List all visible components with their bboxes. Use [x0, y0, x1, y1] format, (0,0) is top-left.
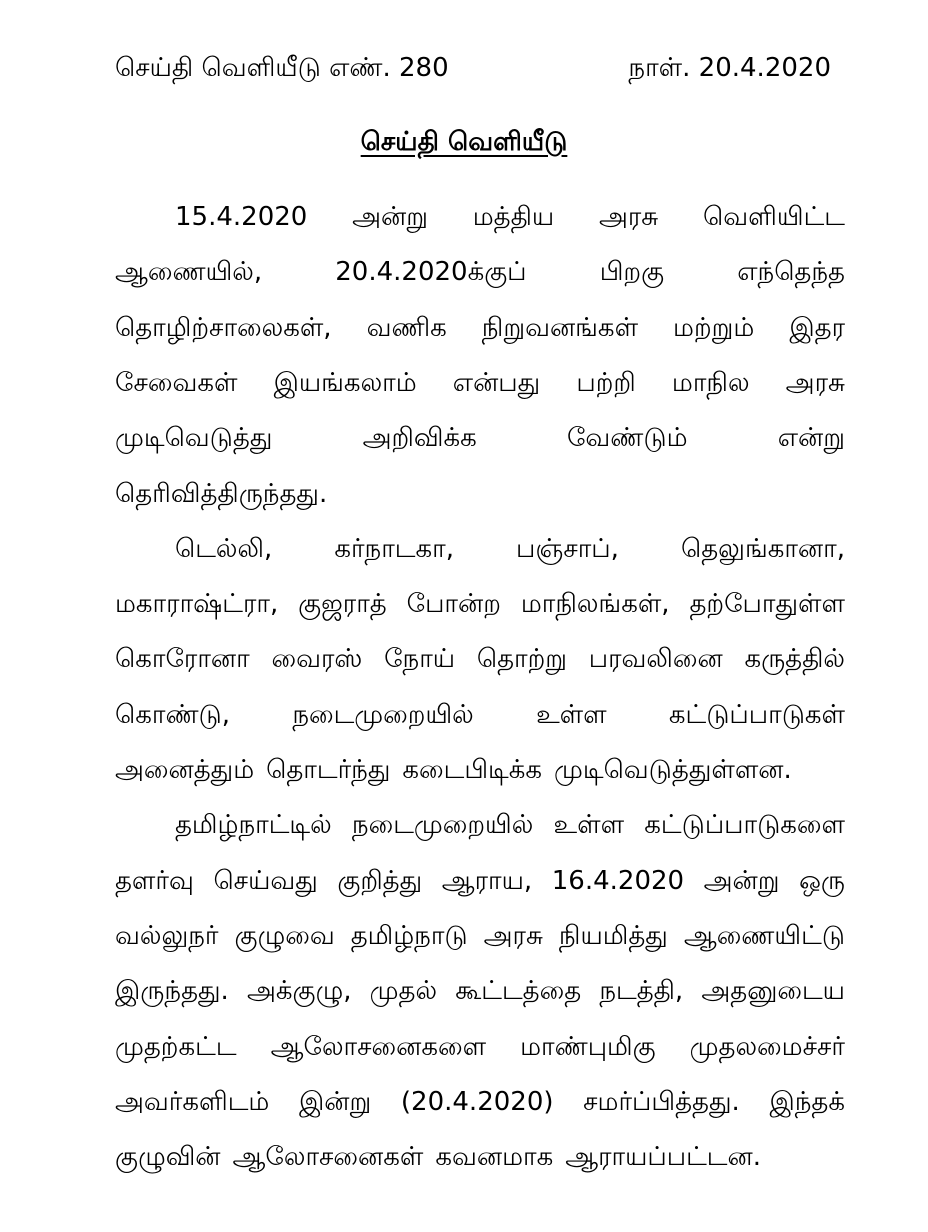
- word: ஆராய,: [441, 865, 533, 896]
- word: முதல்: [369, 976, 438, 1007]
- word: ஆணையிட்டு: [683, 920, 845, 951]
- word: அக்குழு,: [246, 976, 352, 1007]
- word: கருத்தில்: [744, 644, 845, 675]
- word: மத்திய: [472, 202, 555, 232]
- word: நடைமுறையில்: [292, 699, 474, 730]
- word: 15.4.2020: [175, 202, 308, 232]
- word: கடைபிடிக்க: [402, 755, 542, 785]
- document-title: செய்தி வெளியீடு: [360, 127, 568, 157]
- text-line: [175, 522, 845, 576]
- word: கூட்டத்தை: [455, 976, 582, 1007]
- word: உள்ள: [536, 699, 607, 730]
- document-title-row: [0, 122, 928, 162]
- word: தமிழ்நாட்டில்: [175, 810, 332, 841]
- word: 20.4.2020க்குப்: [335, 257, 527, 288]
- word: குழுவின்: [115, 1142, 221, 1173]
- word: என்று: [777, 423, 845, 454]
- text-line: [115, 909, 845, 963]
- text-line: [115, 1075, 845, 1129]
- word: குஜராத்: [298, 589, 387, 620]
- text-line: [115, 1020, 845, 1074]
- word: முடிவெடுத்துள்ளன.: [554, 755, 792, 785]
- word: கவனமாக: [435, 1142, 554, 1173]
- word: மகாராஷ்ட்ரா,: [115, 589, 279, 620]
- word: செய்வது: [213, 865, 318, 896]
- word: முடிவெடுத்து: [115, 423, 273, 454]
- word: பரவலினை: [588, 644, 723, 675]
- word: நடத்தி,: [599, 976, 684, 1007]
- word: என்பது: [452, 367, 541, 398]
- release-number: செய்தி வெளியீடு எண். 280: [115, 53, 449, 83]
- word: இந்தக்: [769, 1086, 845, 1117]
- word: ஒரு: [799, 865, 845, 896]
- word: வெளியிட்ட: [703, 202, 845, 232]
- word: நோய்: [384, 644, 456, 675]
- word: கொண்டு,: [115, 699, 231, 730]
- document-header: [115, 48, 831, 88]
- word: ஆராயப்பட்டன.: [565, 1142, 761, 1173]
- word: அரசு: [483, 920, 543, 951]
- text-line: [175, 798, 845, 852]
- word: போன்ற: [406, 589, 501, 620]
- text-line: [115, 411, 845, 465]
- word: இயங்கலாம்: [273, 367, 417, 398]
- word: அரசு: [785, 367, 845, 398]
- word: நடைமுறையில்: [351, 810, 534, 841]
- word: எந்தெந்த: [737, 257, 845, 288]
- word: தமிழ்நாடு: [350, 920, 468, 951]
- word: அனைத்தும்: [115, 755, 255, 785]
- word: நிறுவனங்கள்: [481, 312, 639, 343]
- word: ஆலோசனைகள்: [232, 1142, 424, 1173]
- word: தற்போதுள்ள: [689, 589, 845, 620]
- word: ஆணையில்,: [115, 257, 263, 288]
- word: அவர்களிடம்: [115, 1086, 270, 1117]
- word: சேவைகள்: [115, 367, 238, 398]
- word: மாண்புமிகு: [520, 1031, 656, 1062]
- text-line: [115, 688, 845, 742]
- text-line: [175, 190, 845, 244]
- word: டெல்லி,: [175, 533, 273, 564]
- word: நியமித்து: [558, 920, 668, 951]
- word: குழுவை: [234, 920, 335, 951]
- word: முதலமைச்சர்: [689, 1031, 845, 1062]
- word: மாநில: [671, 367, 750, 398]
- word: பிறகு: [599, 257, 665, 288]
- word: அன்று: [352, 202, 428, 232]
- word: வேண்டும்: [566, 423, 688, 454]
- text-line: [115, 632, 845, 686]
- word: பற்றி: [576, 367, 636, 398]
- text-line: [115, 743, 845, 797]
- text-line: [115, 467, 845, 521]
- text-line: [115, 577, 845, 631]
- word: தளர்வு: [115, 865, 194, 896]
- word: ஆலோசனைகளை: [270, 1031, 487, 1062]
- word: அதனுடைய: [701, 976, 845, 1007]
- word: மாநிலங்கள்,: [520, 589, 670, 620]
- text-line: [115, 245, 845, 299]
- word: உள்ள: [553, 810, 625, 841]
- text-line: [115, 964, 845, 1018]
- word: மற்றும்: [673, 312, 755, 343]
- word: வல்லுநர்: [115, 920, 219, 951]
- word: கர்நாடகா,: [334, 533, 454, 564]
- word: அரசு: [598, 202, 659, 232]
- word: தொழிற்சாலைகள்,: [115, 312, 332, 343]
- word: தெரிவித்திருந்தது.: [115, 478, 328, 509]
- text-line: [115, 1130, 845, 1184]
- word: கட்டுப்பாடுகளை: [644, 810, 845, 841]
- text-line: [115, 854, 845, 908]
- word: 16.4.2020: [551, 865, 685, 896]
- word: கொரோனா: [115, 644, 250, 675]
- word: தொடர்ந்து: [266, 755, 391, 785]
- word: தொற்று: [476, 644, 568, 675]
- word: பஞ்சாப்,: [516, 533, 619, 564]
- word: இதர: [789, 312, 845, 343]
- word: இருந்தது.: [115, 976, 229, 1007]
- word: சமர்ப்பித்தது.: [583, 1086, 740, 1117]
- word: வணிக: [366, 312, 447, 343]
- word: கட்டுப்பாடுகள்: [668, 699, 845, 730]
- release-date: நாள். 20.4.2020: [628, 53, 831, 83]
- word: தெலுங்கானா,: [680, 533, 845, 564]
- word: அன்று: [703, 865, 780, 896]
- word: குறித்து: [337, 865, 423, 896]
- word: அறிவிக்க: [362, 423, 477, 454]
- word: (20.4.2020): [400, 1086, 554, 1117]
- word: வைரஸ்: [271, 644, 363, 675]
- word: முதற்கட்ட: [115, 1031, 237, 1062]
- text-line: [115, 356, 845, 410]
- text-line: [115, 301, 845, 355]
- word: இன்று: [299, 1086, 372, 1117]
